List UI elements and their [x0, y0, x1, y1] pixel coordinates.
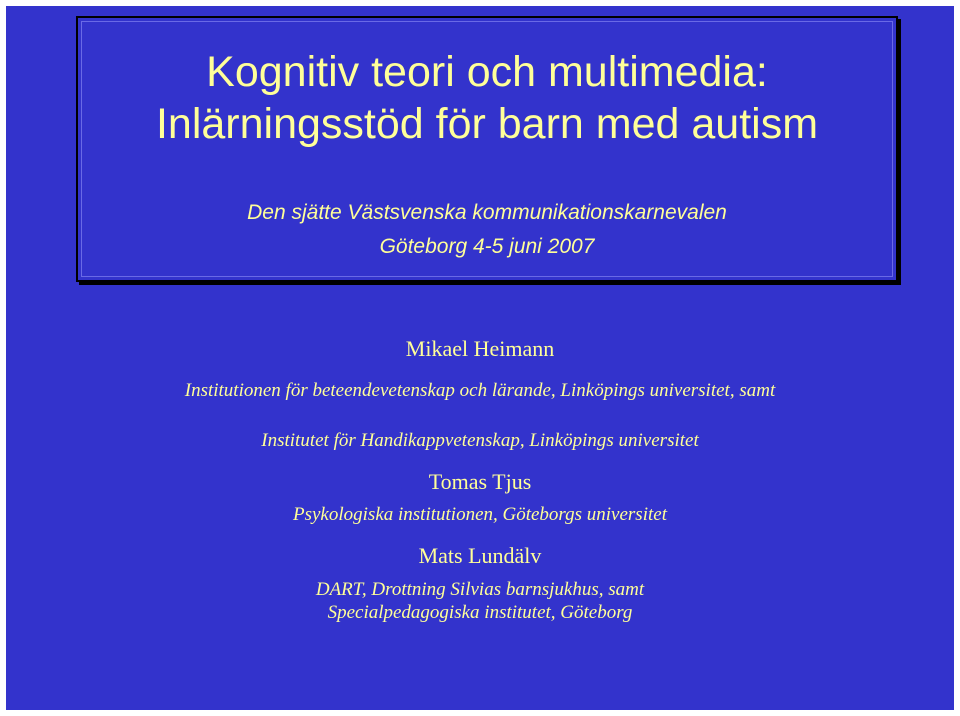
author-affiliation-lundalv-1: DART, Drottning Silvias barnsjukhus, samt [315, 579, 645, 600]
title-box [76, 16, 898, 282]
subtitle-date-place: Göteborg 4-5 juni 2007 [379, 235, 595, 258]
title-line-1: Kognitiv teori och multimedia: [206, 48, 768, 96]
slide [6, 6, 954, 710]
author-name-heimann: Mikael Heimann [405, 336, 555, 361]
author-affiliation-tjus: Psykologiska institutionen, Göteborgs universitet [293, 504, 667, 525]
author-affiliation-heimann-2: Institutet för Handikappvetenskap, Linköpings universitet [261, 430, 699, 451]
title-line-2: Inlärningsstöd för barn med autism [155, 100, 819, 148]
author-affiliation-lundalv-2: Specialpedagogiska institutet, Göteborg [327, 602, 633, 623]
author-affiliation-heimann-1: Institutionen för beteendevetenskap och lärande, Linköpings universitet, samt [184, 380, 776, 401]
author-name-tjus: Tomas Tjus [428, 469, 532, 494]
author-name-lundalv: Mats Lundälv [418, 543, 542, 568]
subtitle-event: Den sjätte Västsvenska kommunikationskarnevalen [247, 201, 727, 224]
